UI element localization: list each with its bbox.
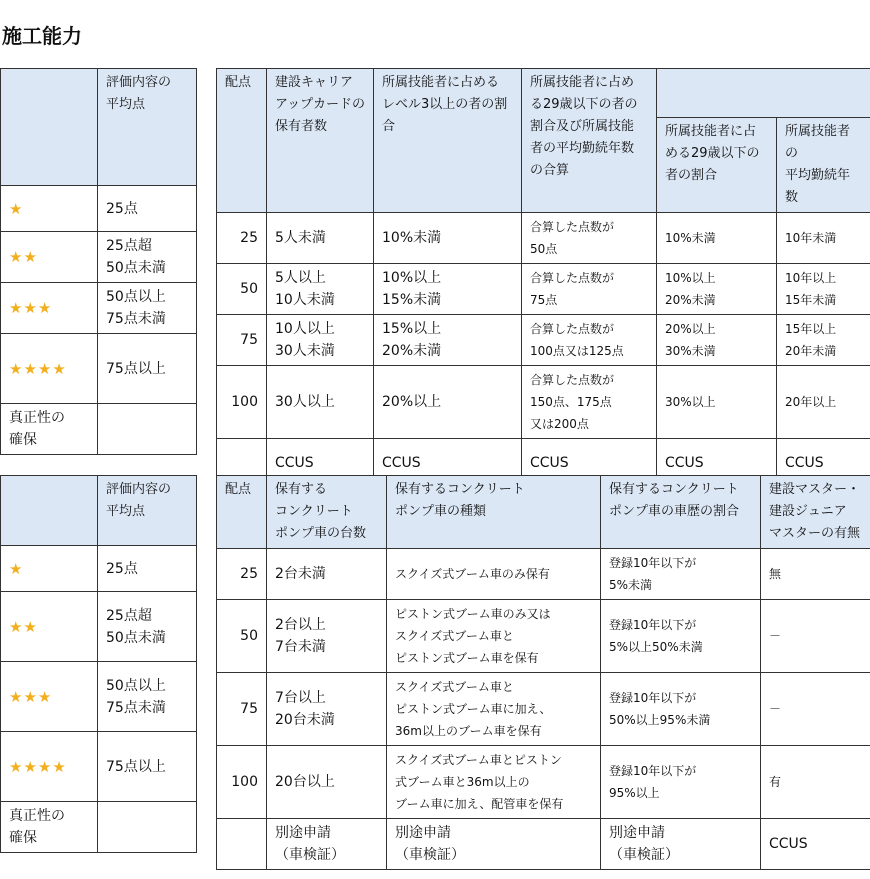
haiten-header: 配点 <box>217 69 267 213</box>
years-header: 所属技能者の 平均勤続年数 <box>777 118 870 213</box>
star-rating: ★ <box>1 186 98 232</box>
points-value: 50 <box>217 264 267 315</box>
age-value: 登録10年以下が 5%以上50%未満 <box>601 600 761 673</box>
combined-header: 所属技能者に占め る29歳以下の者の 割合及び所属技能 者の平均勤続年数 の合算 <box>522 69 657 213</box>
star-rating: ★★★★ <box>1 732 98 802</box>
type-value: ピストン式ブーム車のみ又は スクイズ式ブーム車と ピストン式ブーム車を保有 <box>387 600 601 673</box>
star-rating: ★ <box>1 546 98 592</box>
combined-value: 合算した点数が 150点、175点 又は200点 <box>522 366 657 439</box>
master-value: － <box>761 673 870 746</box>
empty-cell <box>98 404 197 455</box>
count-value: 2台未満 <box>267 549 387 600</box>
points-value: 100 <box>217 746 267 819</box>
level3-value: 15%以上 20%未満 <box>374 315 522 366</box>
type-value: スクイズ式ブーム車とピストン 式ブーム車と36m以上の ブーム車に加え、配管車を保有 <box>387 746 601 819</box>
auth-years: CCUS <box>777 439 870 487</box>
career-header: 建設キャリア アップカードの保有者数 <box>267 69 374 213</box>
points-value: 75 <box>217 315 267 366</box>
age-header: 保有するコンクリート ポンプ車の車歴の割合 <box>601 476 761 549</box>
star-rating: ★★ <box>1 592 98 662</box>
ratio-value: 10%以上 20%未満 <box>657 264 777 315</box>
avg-header: 評価内容の 平均点 <box>98 476 197 546</box>
master-value: － <box>761 600 870 673</box>
auth-label: 真正性の 確保 <box>1 404 98 455</box>
auth-age: 別途申請 （車検証） <box>601 819 761 870</box>
age-value: 登録10年以下が 5%未満 <box>601 549 761 600</box>
count-value: 7台以上 20台未満 <box>267 673 387 746</box>
page-title: 施工能力 <box>2 24 82 48</box>
combined-value: 合算した点数が 50点 <box>522 213 657 264</box>
star-rating: ★★★ <box>1 662 98 732</box>
empty-cell <box>217 819 267 870</box>
master-value: 有 <box>761 746 870 819</box>
avg-value: 75点以上 <box>98 334 197 404</box>
career-value: 10人以上 30人未満 <box>267 315 374 366</box>
table2-star-table <box>0 475 197 853</box>
empty-header-cell <box>1 476 98 546</box>
level3-value: 10%以上 15%未満 <box>374 264 522 315</box>
combined-value: 合算した点数が 100点又は125点 <box>522 315 657 366</box>
ratio-header: 所属技能者に占 める29歳以下の 者の割合 <box>657 118 777 213</box>
combined-value: 合算した点数が 75点 <box>522 264 657 315</box>
avg-value: 75点以上 <box>98 732 197 802</box>
avg-value: 50点以上 75点未満 <box>98 283 197 334</box>
years-value: 15年以上 20年未満 <box>777 315 870 366</box>
years-value: 20年以上 <box>777 366 870 439</box>
table1-star-table <box>0 68 197 455</box>
count-value: 20台以上 <box>267 746 387 819</box>
auth-combined: CCUS <box>522 439 657 487</box>
points-value: 75 <box>217 673 267 746</box>
auth-label: 真正性の 確保 <box>1 802 98 853</box>
points-value: 25 <box>217 213 267 264</box>
points-value: 100 <box>217 366 267 439</box>
type-value: スクイズ式ブーム車と ピストン式ブーム車に加え、 36m以上のブーム車を保有 <box>387 673 601 746</box>
empty-header-cell <box>657 69 870 118</box>
auth-master: CCUS <box>761 819 870 870</box>
ratio-value: 10%未満 <box>657 213 777 264</box>
avg-value: 25点 <box>98 546 197 592</box>
table2-criteria-table <box>216 475 870 870</box>
career-value: 30人以上 <box>267 366 374 439</box>
type-value: スクイズ式ブーム車のみ保有 <box>387 549 601 600</box>
count-value: 2台以上 7台未満 <box>267 600 387 673</box>
empty-header-cell <box>1 69 98 186</box>
age-value: 登録10年以下が 95%以上 <box>601 746 761 819</box>
level3-value: 20%以上 <box>374 366 522 439</box>
auth-type: 別途申請 （車検証） <box>387 819 601 870</box>
type-header: 保有するコンクリート ポンプ車の種類 <box>387 476 601 549</box>
star-rating: ★★ <box>1 232 98 283</box>
count-header: 保有する コンクリート ポンプ車の台数 <box>267 476 387 549</box>
age-value: 登録10年以下が 50%以上95%未満 <box>601 673 761 746</box>
level3-value: 10%未満 <box>374 213 522 264</box>
level3-header: 所属技能者に占める レベル3以上の者の割合 <box>374 69 522 213</box>
table1-criteria-table <box>216 68 870 487</box>
master-header: 建設マスター・ 建設ジュニア マスターの有無 <box>761 476 870 549</box>
haiten-header: 配点 <box>217 476 267 549</box>
star-rating: ★★★ <box>1 283 98 334</box>
career-value: 5人未満 <box>267 213 374 264</box>
points-value: 25 <box>217 549 267 600</box>
avg-value: 25点 <box>98 186 197 232</box>
master-value: 無 <box>761 549 870 600</box>
auth-level3: CCUS <box>374 439 522 487</box>
auth-ratio: CCUS <box>657 439 777 487</box>
ratio-value: 30%以上 <box>657 366 777 439</box>
ratio-value: 20%以上 30%未満 <box>657 315 777 366</box>
auth-count: 別途申請 （車検証） <box>267 819 387 870</box>
career-value: 5人以上 10人未満 <box>267 264 374 315</box>
avg-value: 25点超 50点未満 <box>98 592 197 662</box>
points-value: 50 <box>217 600 267 673</box>
auth-career: CCUS <box>267 439 374 487</box>
years-value: 10年未満 <box>777 213 870 264</box>
star-rating: ★★★★ <box>1 334 98 404</box>
avg-header: 評価内容の 平均点 <box>98 69 197 186</box>
years-value: 10年以上 15年未満 <box>777 264 870 315</box>
avg-value: 50点以上 75点未満 <box>98 662 197 732</box>
empty-cell <box>98 802 197 853</box>
avg-value: 25点超 50点未満 <box>98 232 197 283</box>
